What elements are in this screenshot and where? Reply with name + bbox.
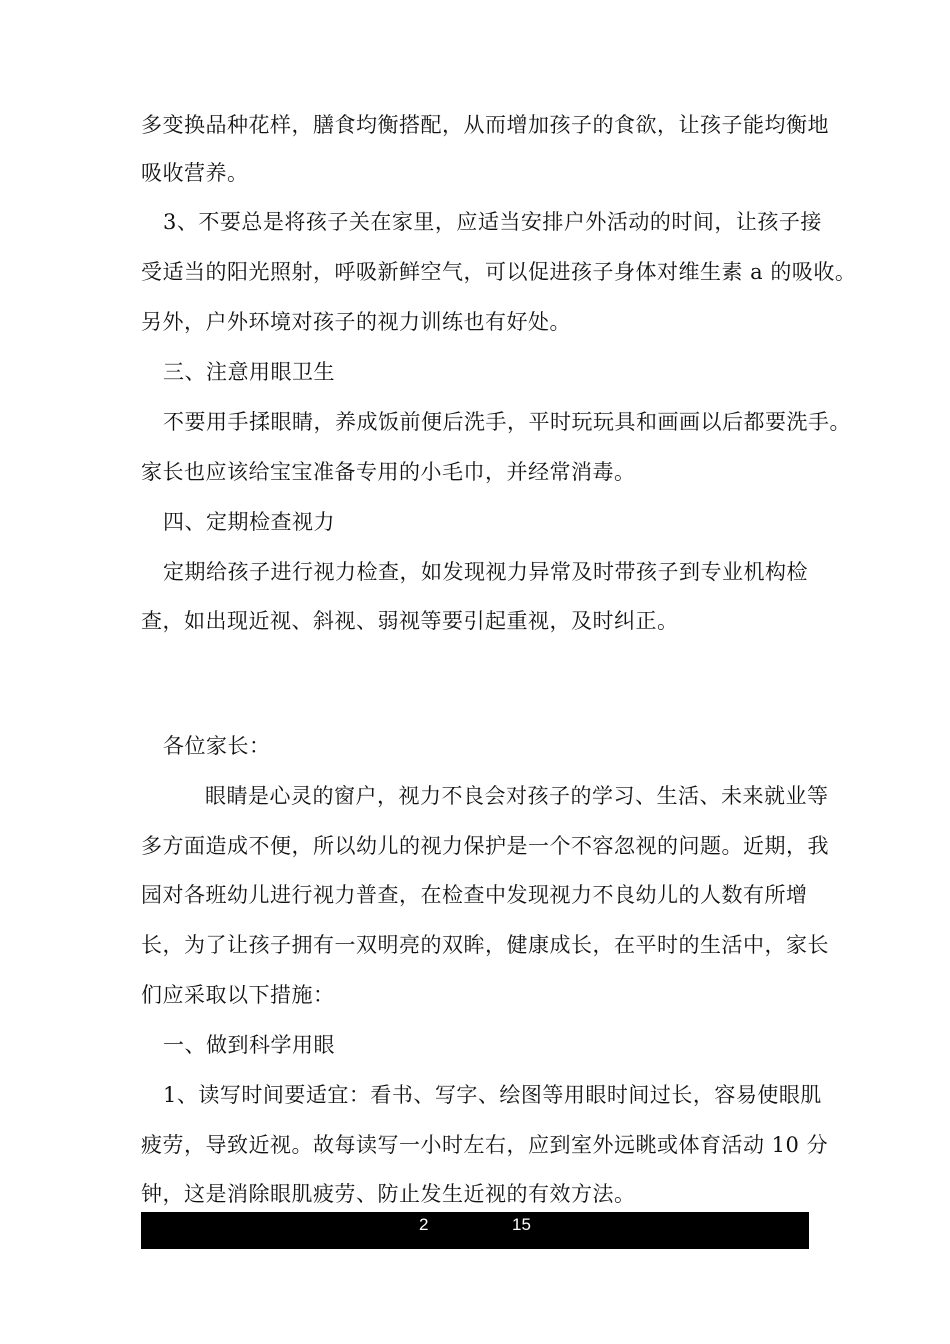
text-line: 3、不要总是将孩子关在家里，应适当安排户外活动的时间，让孩子接 [163, 210, 822, 234]
text-line: 疲劳，导致近视。故每读写一小时左右，应到室外远眺或体育活动 10 分 [141, 1133, 829, 1157]
text-line: 受适当的阳光照射，呼吸新鲜空气，可以促进孩子身体对维生素 a 的吸收。 [141, 260, 857, 284]
salutation: 各位家长： [163, 734, 271, 758]
page-footer-bar [141, 1212, 809, 1249]
text-line: 不要用手揉眼睛，养成饭前便后洗手，平时玩玩具和画画以后都要洗手。 [163, 410, 851, 434]
text-line: 家长也应该给宝宝准备专用的小毛巾，并经常消毒。 [141, 460, 636, 484]
text-line: 另外，户外环境对孩子的视力训练也有好处。 [141, 310, 571, 334]
text-line: 多变换品种花样，膳食均衡搭配，从而增加孩子的食欲，让孩子能均衡地 [141, 113, 829, 137]
text-line: 查，如出现近视、斜视、弱视等要引起重视，及时纠正。 [141, 609, 679, 633]
text-line: 长，为了让孩子拥有一双明亮的双眸，健康成长，在平时的生活中，家长 [141, 933, 829, 957]
text-line: 钟，这是消除眼肌疲劳、防止发生近视的有效方法。 [141, 1182, 636, 1206]
text-line: 们应采取以下措施： [141, 983, 335, 1007]
text-line: 多方面造成不便，所以幼儿的视力保护是一个不容忽视的问题。近期，我 [141, 834, 829, 858]
section-heading: 四、定期检查视力 [163, 510, 335, 534]
text-line: 1、读写时间要适宜：看书、写字、绘图等用眼时间过长，容易使眼肌 [163, 1083, 822, 1107]
text-line: 眼睛是心灵的窗户，视力不良会对孩子的学习、生活、未来就业等 [205, 784, 829, 808]
text-line: 吸收营养。 [141, 161, 249, 185]
section-heading: 三、注意用眼卫生 [163, 360, 335, 384]
section-heading: 一、做到科学用眼 [163, 1033, 335, 1057]
text-line: 定期给孩子进行视力检查，如发现视力异常及时带孩子到专业机构检 [163, 560, 808, 584]
text-line: 园对各班幼儿进行视力普查，在检查中发现视力不良幼儿的人数有所增 [141, 883, 808, 907]
total-pages: 15 [512, 1215, 531, 1234]
page-number: 2 [419, 1215, 429, 1234]
